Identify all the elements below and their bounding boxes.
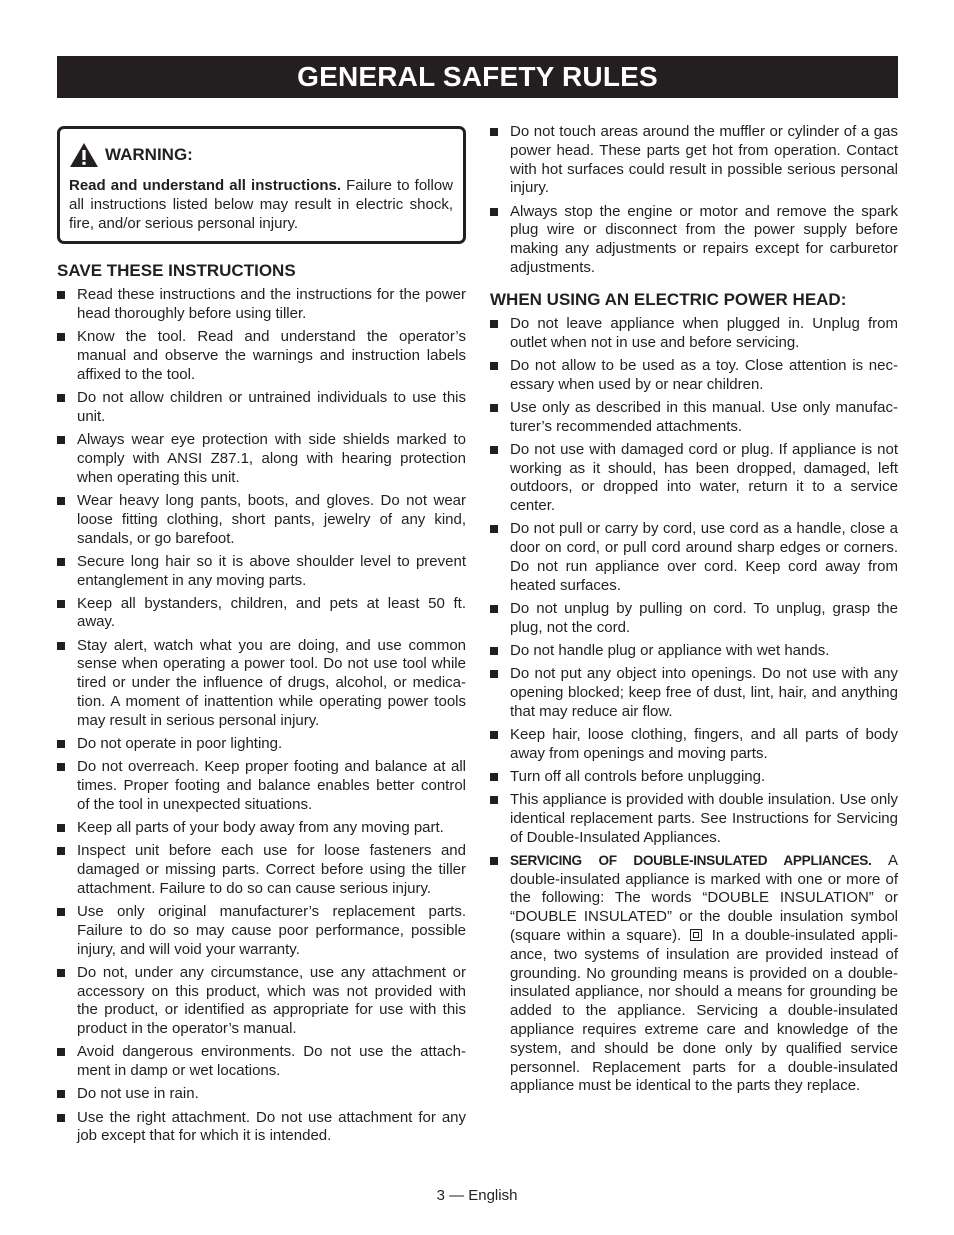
list-item-text: Use only original manufacturer’s replacement parts. Failure to do so may cause poor performance, possible injury, and will void your warranty.	[77, 902, 466, 958]
bullet-square-icon	[57, 908, 65, 916]
bullet-square-icon	[57, 497, 65, 505]
list-item	[57, 758, 466, 814]
list-item-servicing	[490, 852, 898, 1096]
servicing-text-b: In a double-insulated appli-ance, two systems of insulation are provided instead of grounding. No grounding means is provided on a double-insulated appliance, nor should a means for grounding be added to the appliance. Servicing a double-insulated appliance requires extreme care and knowledge of the system, and should be done only by qualified service personnel. Replacement parts for a double-insulated appliance must be identical to the parts they replace.	[510, 926, 898, 1095]
warning-box	[57, 126, 466, 244]
bullet-square-icon	[490, 773, 498, 781]
list-item-text: Keep all parts of your body away from any moving part.	[77, 819, 444, 837]
bullet-square-icon	[490, 605, 498, 613]
list-item-text: Always wear eye protection with side shields marked to comply with ANSI Z87.1, along with hearing protection when operating this unit.	[77, 431, 466, 486]
bullet-square-icon	[490, 857, 498, 865]
list-item-text: Do not leave appliance when plugged in. Unplug from outlet when not in use and before servicing.	[510, 314, 898, 351]
list-item	[57, 492, 466, 548]
list-item	[57, 735, 466, 754]
list-item	[57, 637, 466, 731]
bullet-square-icon	[490, 128, 498, 136]
list-item	[490, 203, 898, 278]
list-item-text: Do not allow to be used as a toy. Close attention is nec-essary when used by or near children.	[510, 356, 898, 393]
bullet-square-icon	[57, 1114, 65, 1122]
servicing-list	[490, 852, 898, 1096]
list-item	[57, 328, 466, 384]
bullet-square-icon	[490, 525, 498, 533]
list-item	[490, 791, 898, 847]
bullet-square-icon	[490, 647, 498, 655]
list-item	[490, 600, 898, 638]
list-item-text: Avoid dangerous environments. Do not use the attach-ment in damp or wet locations.	[77, 1043, 466, 1080]
bullet-square-icon	[490, 404, 498, 412]
list-item-text: Know the tool. Read and understand the operator’s manual and observe the warnings and instruction labels affixed to the tool.	[77, 328, 466, 383]
list-item-text: Do not use in rain.	[77, 1085, 199, 1103]
list-item	[490, 642, 898, 661]
list-item-text: Do not unplug by pulling on cord. To unplug, grasp the plug, not the cord.	[510, 599, 898, 636]
list-item	[490, 357, 898, 395]
bullet-square-icon	[57, 1048, 65, 1056]
list-item-text: Use only as described in this manual. Use only manufac-turer’s recommended attachments.	[510, 398, 898, 435]
list-item	[490, 315, 898, 353]
electric-power-head-heading: WHEN USING AN ELECTRIC POWER HEAD:	[490, 289, 847, 309]
list-item	[490, 399, 898, 437]
list-item-text: Do not, under any circumstance, use any attachment or accessory on this product, which was not provided with the product, or identified as appropriate for use with this product in the operator’s manual.	[77, 963, 466, 1038]
bullet-square-icon	[490, 731, 498, 739]
bullet-square-icon	[57, 969, 65, 977]
bullet-square-icon	[57, 333, 65, 341]
list-item	[57, 903, 466, 959]
list-item-text: Read these instructions and the instructions for the power head thoroughly before using tiller.	[77, 286, 466, 323]
electric-power-head-list	[490, 315, 898, 848]
bullet-square-icon	[57, 1090, 65, 1098]
list-item	[57, 286, 466, 324]
list-item	[57, 553, 466, 591]
list-item	[490, 768, 898, 787]
warning-header	[69, 142, 453, 168]
list-item-text: Do not overreach. Keep proper footing and balance at all times. Proper footing and balance enables better control of the tool in unexpected situations.	[77, 758, 466, 813]
warning-triangle-icon	[69, 142, 99, 168]
bullet-square-icon	[490, 796, 498, 804]
list-item	[57, 819, 466, 838]
list-item	[57, 595, 466, 633]
list-item	[57, 1043, 466, 1081]
bullet-square-icon	[490, 446, 498, 454]
bullet-square-icon	[57, 642, 65, 650]
list-item	[57, 964, 466, 1039]
bullet-square-icon	[490, 670, 498, 678]
warning-label: WARNING:	[105, 145, 193, 164]
bullet-square-icon	[57, 291, 65, 299]
bullet-square-icon	[57, 558, 65, 566]
list-item	[490, 441, 898, 516]
left-column	[57, 126, 466, 1151]
bullet-square-icon	[490, 362, 498, 370]
list-item-text: Do not pull or carry by cord, use cord as a handle, close a door on cord, or pull cord around sharp edges or corners. Do not run appliance over cord. Keep cord away from heated surfaces.	[510, 520, 898, 594]
bullet-square-icon	[57, 763, 65, 771]
list-item-text: Inspect unit before each use for loose fasteners and damaged or missing parts. Correct before using the tiller attachment. Failure to do so can cause serious injury.	[77, 842, 466, 897]
double-insulation-symbol-icon	[690, 929, 702, 941]
list-item-text: Do not use with damaged cord or plug. If appliance is not working as it should, has been dropped, damaged, left outdoors, or dropped into water, return it to a service center.	[510, 440, 898, 515]
list-item	[57, 389, 466, 427]
list-item-text: Secure long hair so it is above shoulder level to prevent entanglement in any moving parts.	[77, 552, 466, 589]
list-item	[57, 1109, 466, 1147]
list-item	[57, 1085, 466, 1104]
save-instructions-heading: SAVE THESE INSTRUCTIONS	[57, 261, 296, 281]
list-item-text: Do not handle plug or appliance with wet hands.	[510, 641, 830, 659]
list-item	[490, 726, 898, 764]
list-item-text: Do not put any object into openings. Do not use with any opening blocked; keep free of dust, lint, hair, and anything that may reduce air flow.	[510, 665, 898, 720]
list-item-text: This appliance is provided with double insulation. Use only identical replacement parts. See Instructions for Servicing of Double-Insulated Appliances.	[510, 791, 898, 846]
list-item	[490, 123, 898, 198]
warning-rest: Failure to follow all instructions listed below may result in electric shock, fire, and/or serious personal injury.	[69, 177, 454, 232]
list-item-text: Turn off all controls before unplugging.	[510, 767, 766, 785]
page-title: GENERAL SAFETY RULES	[57, 56, 898, 98]
list-item-text: Keep hair, loose clothing, fingers, and all parts of body away from openings and moving parts.	[510, 725, 898, 762]
list-item	[57, 842, 466, 898]
servicing-lead: SERVICING OF DOUBLE-INSULATED APPLIANCES.	[510, 852, 872, 868]
warning-text	[69, 177, 453, 233]
page-footer: 3 — English	[436, 1187, 518, 1204]
list-item	[490, 520, 898, 595]
bullet-square-icon	[490, 208, 498, 216]
list-item-text: Stay alert, watch what you are doing, and use common sense when operating a power tool. Do not use tool while tired or under the influence of drugs, alcohol, or medica-tion. A moment of inattention while operating power tools may result in serious personal injury.	[77, 636, 466, 729]
bullet-square-icon	[57, 394, 65, 402]
bullet-square-icon	[57, 824, 65, 832]
list-item-text: Keep all bystanders, children, and pets at least 50 ft. away.	[77, 594, 466, 631]
bullet-square-icon	[57, 847, 65, 855]
list-item-text: Use the right attachment. Do not use attachment for any job except that for which it is intended.	[77, 1108, 466, 1145]
gas-power-head-list	[490, 123, 898, 278]
list-item-text: Wear heavy long pants, boots, and gloves. Do not wear loose fitting clothing, short pants, jewelry of any kind, sandals, or go barefoot.	[77, 491, 466, 547]
bullet-square-icon	[490, 320, 498, 328]
bullet-square-icon	[57, 436, 65, 444]
servicing-text-a: A double-insulated appliance is marked with one or more of the following: The words “DOUBLE INSULATION” or “DOUBLE INSULATED” or the double insulation symbol (square within a square).	[510, 851, 898, 944]
bullet-square-icon	[57, 600, 65, 608]
list-item-text: Do not allow children or untrained individuals to use this unit.	[77, 389, 466, 425]
warning-lead: Read and understand all instructions.	[69, 177, 342, 194]
save-instructions-list	[57, 286, 466, 1146]
list-item-text: Do not operate in poor lighting.	[77, 735, 283, 753]
list-item	[490, 665, 898, 721]
right-column	[490, 123, 898, 1101]
list-item	[57, 431, 466, 487]
bullet-square-icon	[57, 740, 65, 748]
list-item-text: Do not touch areas around the muffler or cylinder of a gas power head. These parts get hot from operation. Contact with hot surfaces could result in possible serious personal injury.	[510, 123, 898, 197]
list-item-text: Always stop the engine or motor and remove the spark plug wire or disconnect from the power supply before making any adjustments or repairs except for carburetor adjustments.	[510, 202, 898, 276]
